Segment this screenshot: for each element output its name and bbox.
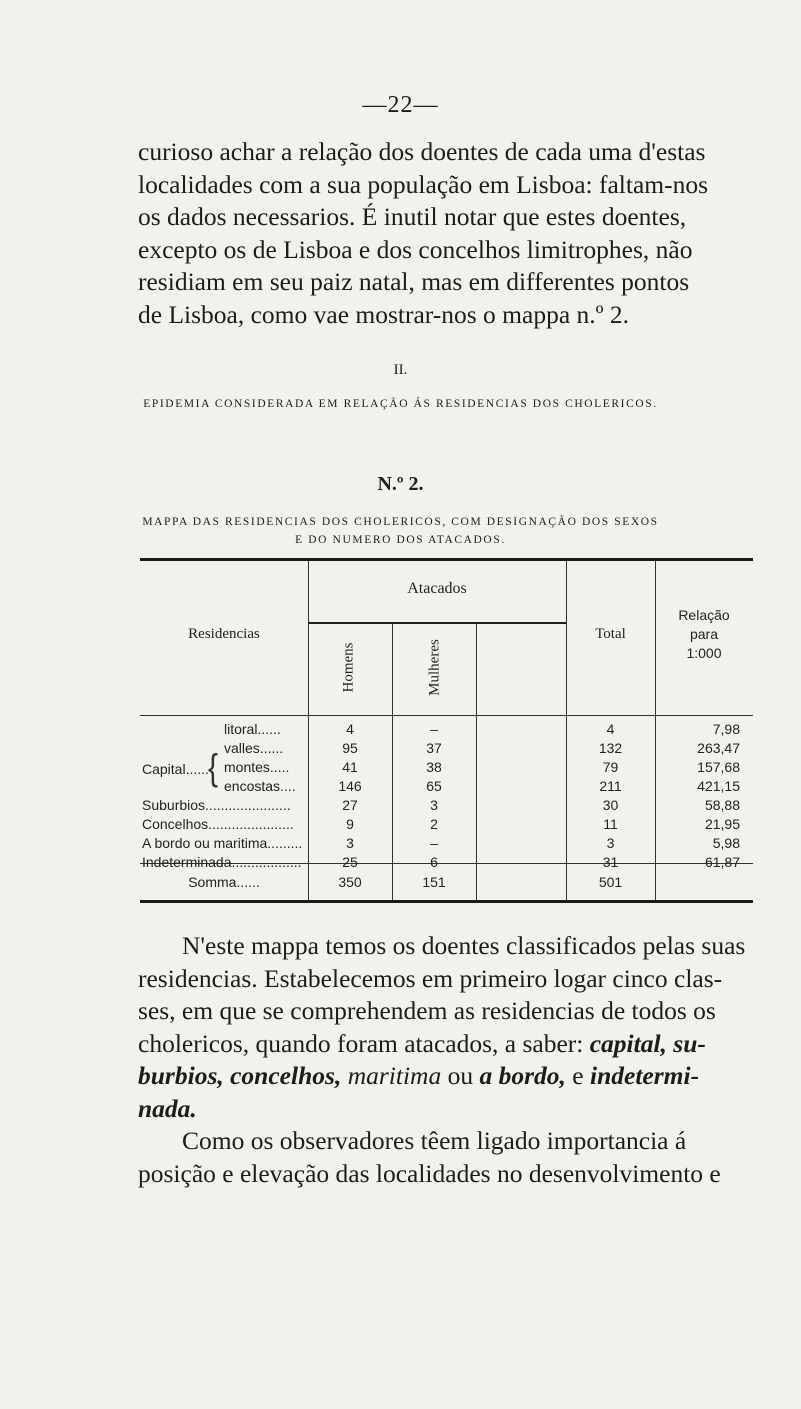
cell-total: 3 [606,835,615,851]
cell-homens: 95 [342,740,358,756]
text-line: posição e elevação das localidades no desenvolvimento e [138,1158,721,1188]
text-span: e [565,1061,590,1090]
cell-mulheres: – [430,721,438,737]
text-line [138,1060,750,1093]
sum-mulheres: 151 [422,874,446,890]
cell-relacao: 157,68 [697,759,740,775]
text-line [138,1028,750,1061]
cell-relacao: 263,47 [697,740,740,756]
text-line: curioso achar a relação dos doentes de cada uma d'estas [138,137,706,166]
map-title-line-2: E DO NUMERO DOS ATACADOS. [295,534,506,546]
cell-mulheres: 65 [426,778,442,794]
cell-mulheres: – [430,835,438,851]
map-title-line-1: MAPPA DAS RESIDENCIAS DOS CHOLERICOS, COM DESIGNAÇÃO DOS SEXOS [142,516,659,528]
row-label: Suburbios...................... [142,797,291,813]
page-number: —22— [362,92,439,118]
cell-homens: 25 [342,854,358,870]
cell-mulheres: 38 [426,759,442,775]
map-number: N.º 2. [377,473,424,495]
brace-glyph: { [208,747,219,789]
cell-relacao: 21,95 [704,816,740,832]
text-line: os dados necessarios. É inutil notar que estes doentes, [138,202,687,231]
header-relacao-ratio: 1:000 [686,645,722,661]
row-label: Indeterminada.................. [142,854,302,870]
row-label: litoral...... [224,721,281,737]
cell-homens: 3 [346,835,354,851]
cell-relacao: 61,87 [704,854,740,870]
text-line: N'este mappa temos os doentes classificados pelas suas [182,931,746,960]
header-relacao-para: para [689,626,719,642]
header-relacao: Relação [678,607,730,623]
table-bottom-rule [140,900,753,903]
text-line: residencias. Estabelecemos em primeiro logar cinco clas- [138,963,723,993]
row-label: A bordo ou maritima......... [142,835,303,851]
cell-total: 31 [602,854,619,870]
header-mulheres: Mulheres [426,639,443,696]
emphasis: capital, su- [589,1028,706,1058]
cell-mulheres: 37 [426,740,442,756]
cell-homens: 146 [338,778,362,794]
header-residencias: Residencias [188,626,260,642]
cell-total: 11 [603,816,618,832]
cell-mulheres: 6 [430,854,438,870]
emphasis: burbios, concelhos, [138,1061,342,1090]
cell-total: 30 [602,797,619,813]
text-line: ses, em que se comprehendem as residencias de todos os [138,996,716,1025]
text-line: localidades com a sua população em Lisboa: faltam-nos [138,169,709,199]
emphasis: maritima [347,1061,442,1090]
text-line: excepto os de Lisboa e dos concelhos limitrophes, não [138,234,693,264]
cell-total: 79 [602,759,619,775]
cell-mulheres: 3 [430,797,438,813]
column-divider [476,623,477,900]
cell-relacao: 7,98 [712,721,740,737]
cell-homens: 4 [346,721,354,737]
paragraph-analysis [138,930,750,1190]
cell-relacao: 421,15 [697,778,740,794]
emphasis: nada. [138,1093,197,1123]
text-line: de Lisboa, como vae mostrar-nos o mappa n.º 2. [138,299,630,329]
text-line [138,1093,750,1126]
emphasis: indetermi- [589,1061,700,1090]
emphasis: a bordo, [479,1061,566,1090]
row-label: valles...... [224,740,284,756]
cell-homens: 27 [342,797,358,813]
text-line: Como os observadores têem ligado importancia á [182,1126,687,1155]
cell-homens: 41 [342,759,358,775]
text-span: ou [441,1061,480,1090]
cell-relacao: 58,88 [704,797,740,813]
cell-total: 4 [606,721,615,737]
residences-table [140,558,753,903]
header-total: Total [595,626,626,642]
row-label: montes..... [224,759,290,775]
text-span: cholericos, quando foram atacados, a saber: [138,1028,590,1058]
section-number: II. [393,362,408,378]
group-label-capital: Capital...... [142,761,209,777]
header-atacados: Atacados [407,580,467,597]
row-label: encostas.... [224,778,296,794]
table-top-rule [140,558,753,561]
cell-mulheres: 2 [430,816,438,832]
sum-label: Somma...... [188,874,260,890]
text-line: residiam em seu paiz natal, mas em differentes pontos [138,267,690,296]
row-label: Concelhos...................... [142,816,294,832]
sum-homens: 350 [338,874,362,890]
section-title: EPIDEMIA CONSIDERADA EM RELAÇÃO ÁS RESIDENCIAS DOS CHOLERICOS. [143,398,658,410]
paragraph-intro [138,136,750,331]
header-rule [140,715,753,716]
cell-relacao: 5,98 [712,835,740,851]
atacados-underline [308,622,566,624]
cell-homens: 9 [346,816,354,832]
header-homens: Homens [340,642,357,693]
cell-total: 132 [598,740,623,756]
cell-total: 211 [599,778,622,794]
sum-total: 501 [598,874,623,890]
